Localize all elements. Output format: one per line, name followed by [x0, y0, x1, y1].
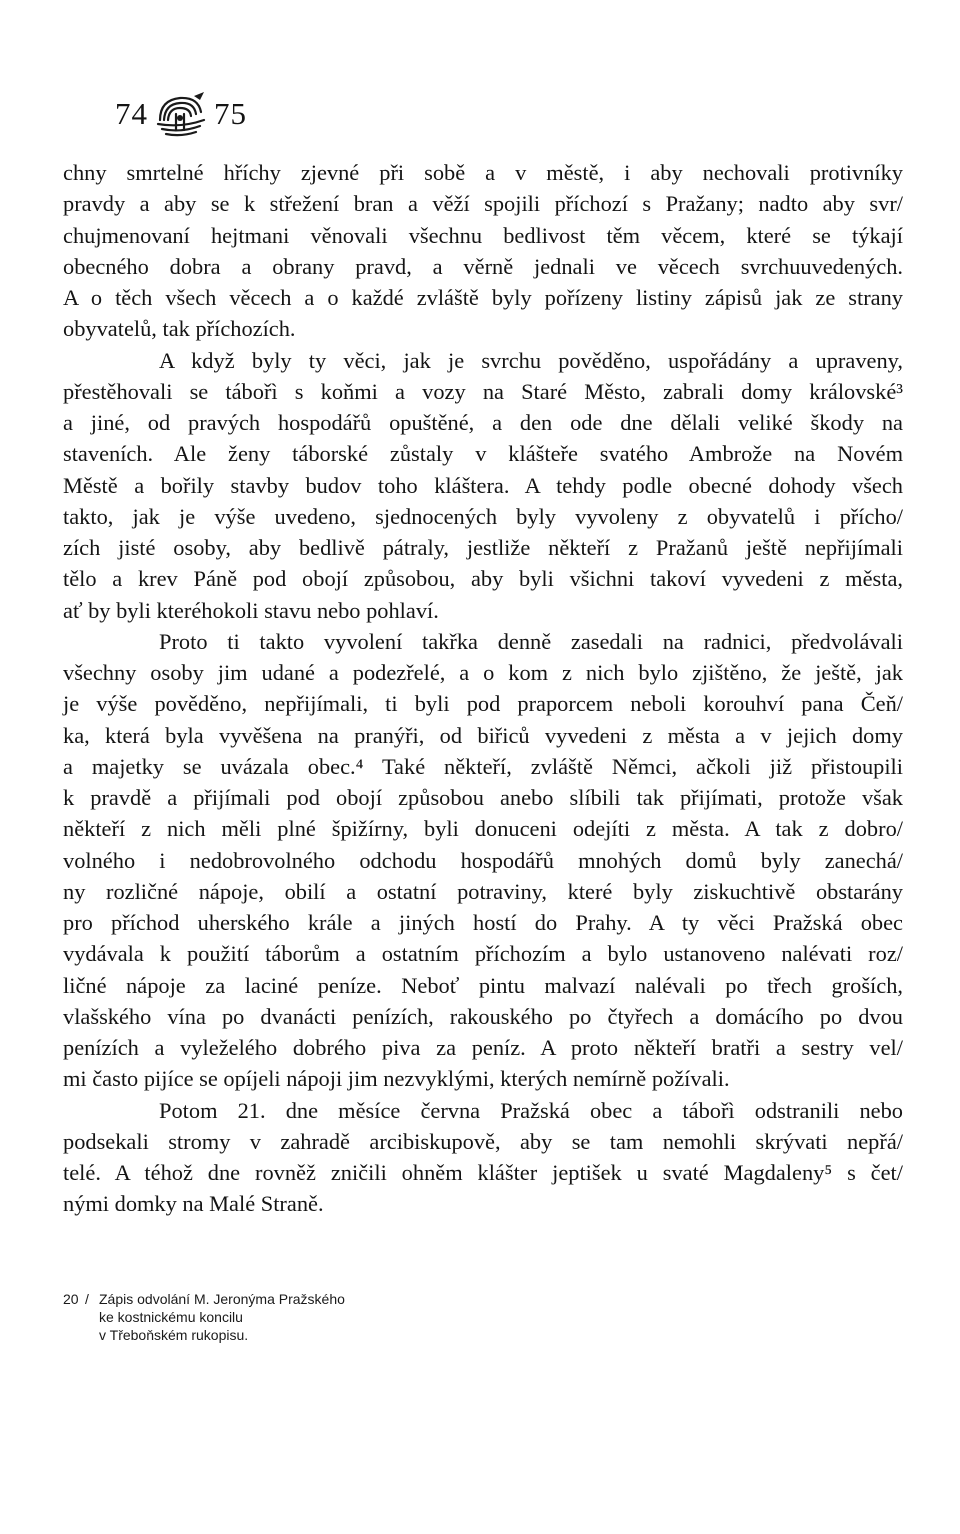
text-line: penízích a vyleželého dobrého piva za peníz. A proto někteří bratři a sestry vel/	[63, 1035, 903, 1060]
text-line: někteří z nich měli plné špižírny, byli donuceni odejíti z města. A tak z dobro/	[63, 816, 903, 842]
text-line: volného i nedobrovolného odchodu hospodářů mnohých domů byly zanechá/	[63, 847, 903, 873]
page-number-left: 74	[115, 96, 148, 131]
paragraph	[63, 157, 903, 345]
text-line: k pravdě a přijímali pod obojí způsobou anebo slíbili tak přijímati, protože však	[63, 785, 903, 810]
footnote-line: v Třeboňském rukopisu.	[99, 1327, 249, 1343]
text-line: A o těch všech věcech a o každé zvláště byly pořízeny listiny zápisů jak ze strany	[63, 285, 903, 310]
paragraph	[63, 345, 903, 626]
footnote-line: Zápis odvolání M. Jeronýma Pražského	[99, 1291, 345, 1307]
text-line: takto, jak je výše uvedeno, sjednocených byly vyvoleny z obyvatelů i přícho/	[63, 503, 903, 529]
text-line: a majetky se uvázala obec.⁴ Také někteří, zvláště Němci, ačkoli již přistoupili	[63, 753, 903, 779]
text-line: chny smrtelné hříchy zjevné při sobě a v městě, i aby nechovali protivníky	[63, 160, 903, 185]
text-line: je výše pověděno, nepřijímali, ti byli pod praporcem neboli korouhví pana Čeň/	[63, 691, 903, 717]
text-line: přestěhovali se tábořì s koňmi a vozy na Staré Město, zabrali domy královské³	[63, 378, 903, 404]
text-line: ať by byli kteréhokoli stavu nebo pohlaví.	[63, 597, 439, 623]
text-line: a jiné, od pravých hospodářů opuštěné, a den ode dne dělali veliké škody na	[63, 410, 903, 435]
text-line: obyvatelů, tak příchozích.	[63, 316, 296, 342]
text-line: Potom 21. dne měsíce června Pražská obec a tábořì odstranili nebo	[159, 1097, 903, 1123]
page-header	[115, 88, 247, 140]
footnote-line: ke kostnickému koncilu	[99, 1309, 243, 1325]
text-line: ličné nápoje za laciné peníze. Neboť pintu malvazí nalévali po třech groších,	[63, 972, 903, 998]
text-line: vlašského vína po dvanácti penízích, rakouského po čtyřech a domácího po dvou	[63, 1003, 903, 1029]
text-line: vydávala k použití táborům a ostatním příchozím a bylo ustanoveno nalévati roz/	[63, 941, 903, 967]
text-line: obecného dobra a obrany pravd, a věrně jednali ve věcech svrchuuvedených.	[63, 253, 903, 279]
text-line: telé. A téhož dne rovněž zničili ohněm klášter jeptišek u svaté Magdaleny⁵ s čet/	[63, 1160, 903, 1185]
text-line: tělo a krev Páně pod obojí způsobou, aby byli všichni takoví vyvedeni z města,	[63, 566, 903, 592]
ornament-emblem-icon	[154, 90, 208, 138]
text-line: Proto ti takto vyvolení takřka denně zasedali na radnici, předvolávali	[159, 628, 903, 654]
page-number-right: 75	[214, 96, 247, 131]
paragraph	[63, 1095, 903, 1220]
footnote-separator: /	[85, 1291, 89, 1307]
text-line: ka, která byla vyvěšena na pranýři, od biřiců vyvedeni z města a v jejich domy	[63, 722, 903, 748]
text-line: pravdy a aby se k střežení bran a věží spojili příchozí s Pražany; nadto aby svr/	[63, 191, 903, 217]
body-text	[63, 157, 903, 1220]
footnote	[63, 1290, 345, 1344]
text-line: Městě a bořily stavby budov toho kláštera. A tehdy podle obecné dohody všech	[63, 472, 903, 498]
text-line: A když byly ty věci, jak je svrchu pověděno, uspořádány a upraveny,	[159, 347, 903, 373]
text-line: podsekali stromy v zahradě arcibiskupově, aby se tam nemohli skrývati nepřá/	[63, 1128, 903, 1154]
text-line: zích jisté osoby, aby bedlivě pátraly, jestliže někteří z Pražanů ještě nepřijímali	[63, 535, 903, 560]
text-line: nými domky na Malé Straně.	[63, 1191, 324, 1217]
text-line: chujmenovaní hejtmani věnovali všechnu bedlivost těm věcem, které se týkají	[63, 222, 903, 248]
footnote-number: 20	[63, 1291, 79, 1307]
paragraph	[63, 626, 903, 1095]
text-line: všechny osoby jim udané a podezřelé, a o kom z nich bylo zjištěno, že ještě, jak	[63, 660, 903, 685]
text-line: staveních. Ale ženy táborské zůstaly v klášteře svatého Ambrože na Novém	[63, 441, 903, 467]
text-line: ny rozličné nápoje, obilí a ostatní potraviny, které byly ziskuchtivě obstarány	[63, 878, 903, 904]
text-line: pro příchod uherského krále a jiných hostí do Prahy. A ty věci Pražská obec	[63, 910, 903, 935]
text-line: mi často pijíce se opíjeli nápoji jim nezvyklými, kterých nemírně požívali.	[63, 1066, 730, 1092]
